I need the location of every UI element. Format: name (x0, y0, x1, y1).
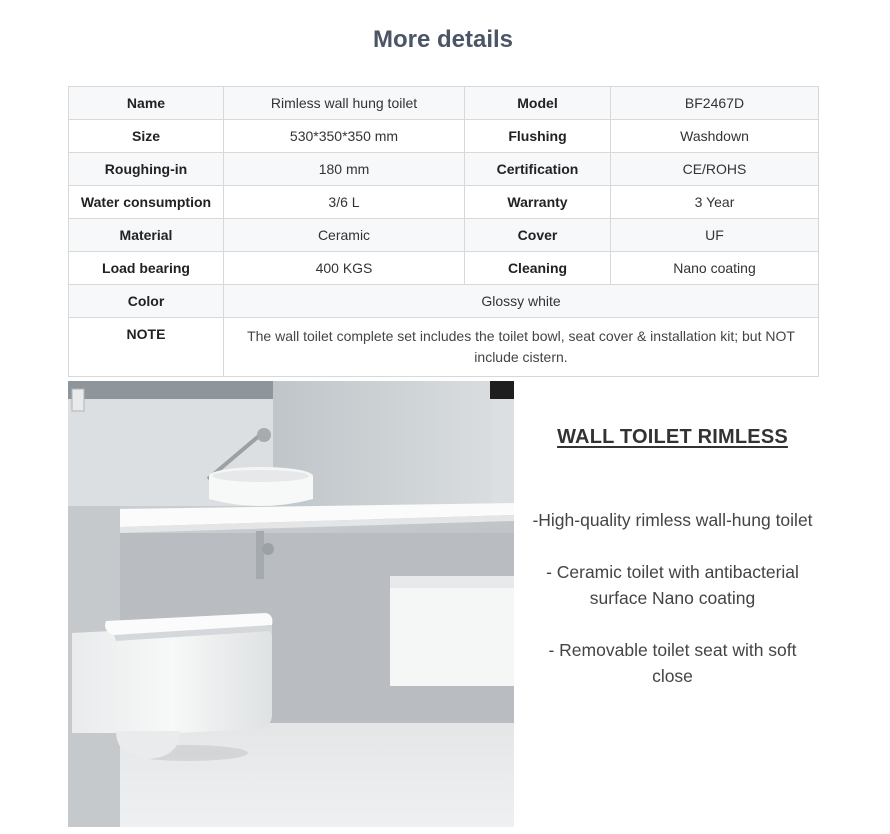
list-item: - Ceramic toilet with antibacterial surface Nano coating (546, 562, 799, 608)
spec-label: Load bearing (69, 252, 224, 285)
list-item: -High-quality rimless wall-hung toilet (532, 510, 813, 530)
table-row (69, 87, 819, 120)
spec-value: Ceramic (224, 219, 465, 252)
list-item: - Removable toilet seat with soft close (548, 640, 797, 686)
spec-label: Water consumption (69, 186, 224, 219)
table-row (69, 252, 819, 285)
spec-value: Nano coating (611, 252, 819, 285)
product-photo (68, 381, 514, 827)
spec-value: 400 KGS (224, 252, 465, 285)
feature-heading: WALL TOILET RIMLESS (557, 426, 788, 448)
spec-label: Roughing-in (69, 153, 224, 186)
spec-label: Warranty (465, 186, 611, 219)
spec-label: Certification (465, 153, 611, 186)
spec-label: Cover (465, 219, 611, 252)
table-row (69, 219, 819, 252)
spec-value: 3/6 L (224, 186, 465, 219)
spec-value: CE/ROHS (611, 153, 819, 186)
page-title: More details (372, 26, 514, 53)
spec-value: Glossy white (224, 285, 819, 318)
spec-value: 180 mm (224, 153, 465, 186)
spec-value: Rimless wall hung toilet (224, 87, 465, 120)
spec-value: UF (611, 219, 819, 252)
table-row (69, 153, 819, 186)
spec-label: Color (69, 285, 224, 318)
spec-value: BF2467D (611, 87, 819, 120)
spec-label: Flushing (465, 120, 611, 153)
table-row (69, 186, 819, 219)
spec-label: Model (465, 87, 611, 120)
spec-label: Material (69, 219, 224, 252)
table-row (69, 285, 819, 318)
specs-table (68, 86, 819, 377)
spec-label: Name (69, 87, 224, 120)
table-row (69, 120, 819, 153)
spec-value: 3 Year (611, 186, 819, 219)
feature-list (530, 507, 815, 689)
note-label: NOTE (69, 318, 224, 377)
feature-panel (530, 420, 815, 715)
note-value: The wall toilet complete set includes the toilet bowl, seat cover & installation kit; but NOT include cistern. (224, 318, 819, 377)
spec-value: Washdown (611, 120, 819, 153)
spec-label: Size (69, 120, 224, 153)
spec-value: 530*350*350 mm (224, 120, 465, 153)
table-row (69, 318, 819, 377)
spec-label: Cleaning (465, 252, 611, 285)
